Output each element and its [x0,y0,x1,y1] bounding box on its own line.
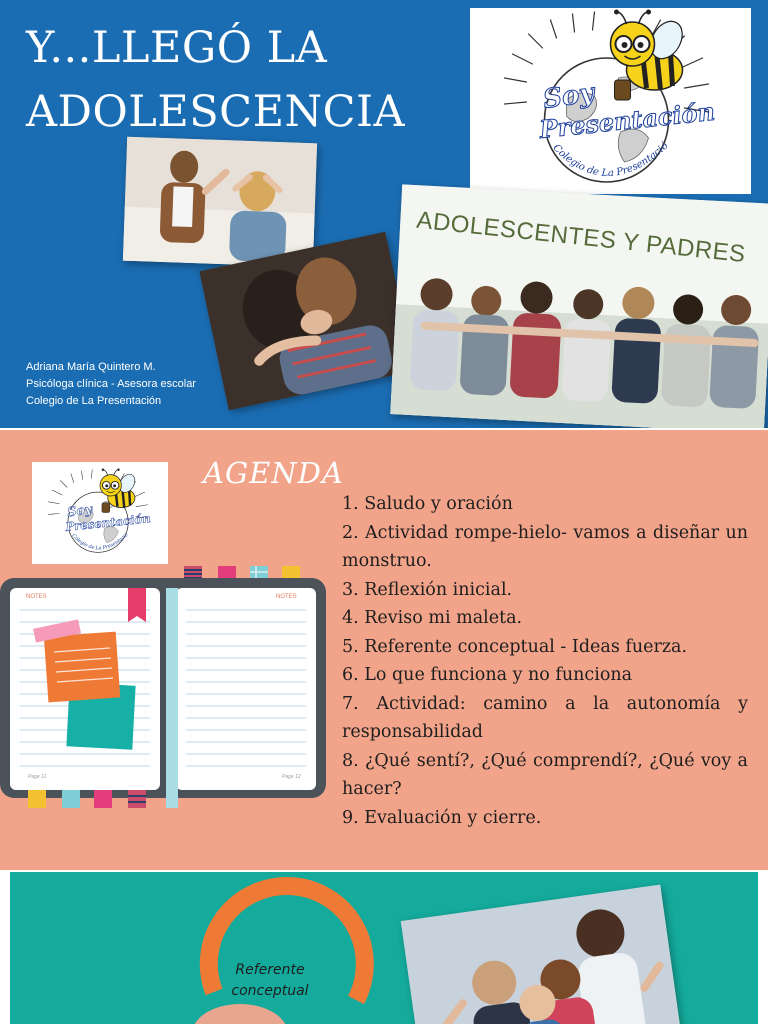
concept-section [10,872,758,1024]
agenda-item: 2. Actividad rompe-hielo- vamos a diseñar un monstruo. [342,522,748,571]
bee-logo-icon [470,8,751,194]
agenda-section [0,430,768,870]
notebook-left-footer: Page 11 [28,774,47,780]
photo-adolescentes-padres [390,184,768,428]
main-title [26,16,405,144]
author-school: Colegio de La Presentación [26,395,162,407]
school-logo-small [32,462,168,564]
notebook-left-header: NOTES [26,594,47,600]
notebook-right-header: NOTES [276,594,297,600]
concept-label [224,960,316,1002]
author-block [26,359,196,410]
photo-mother-daughter-argument [123,137,317,268]
photo-caption: ADOLESCENTES Y PADRES [415,206,747,269]
agenda-item: 5. Referente conceptual - Ideas fuerza. [342,636,688,657]
title-line-1: Y...LLEGÓ LA [26,23,328,73]
concept-label-line-2: conceptual [231,983,309,999]
author-name: Adriana María Quintero M. [26,361,156,373]
agenda-list [342,490,748,832]
agenda-item: 7. Actividad: camino a la autonomía y responsabilidad [342,693,748,742]
notebook-illustration [0,576,326,810]
agenda-item: 6. Lo que funciona y no funciona [342,665,633,685]
agenda-title: AGENDA [203,456,344,490]
author-role: Psicóloga clínica - Asesora escolar [26,378,196,390]
agenda-item: 9. Evaluación y cierre. [342,807,542,828]
notebook-right-footer: Page 12 [282,774,301,780]
title-line-2: ADOLESCENCIA [26,87,406,137]
bee-logo-icon [32,462,168,564]
photo-teen-group [401,885,686,1024]
agenda-item: 8. ¿Qué sentí?, ¿Qué comprendí?, ¿Qué voy a hacer? [342,750,748,799]
cover-section [0,0,768,428]
agenda-item: 4. Reviso mi maleta. [342,608,523,628]
agenda-item: 1. Saludo y oración [342,494,513,514]
concept-label-line-1: Referente [235,962,305,978]
agenda-item: 3. Reflexión inicial. [342,579,513,600]
school-logo [470,8,751,194]
